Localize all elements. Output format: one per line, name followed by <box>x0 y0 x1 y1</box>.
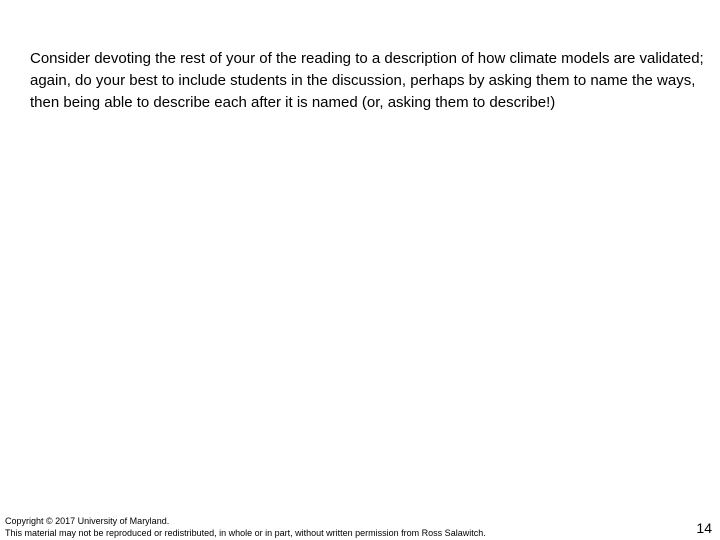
page-number: 14 <box>696 520 712 536</box>
slide-body-text: Consider devoting the rest of your of the reading to a description of how climate models are validated; again, do your best to include students in the discussion, perhaps by asking them to name the ways, then being able to describe each after it is named (or, asking them to describe!) <box>30 50 704 111</box>
permission-notice: This material may not be reproduced or redistributed, in whole or in part, without written permission from Ross Salawitch. <box>5 528 486 538</box>
copyright-line: Copyright © 2017 University of Maryland. <box>5 516 170 526</box>
slide-footer <box>5 515 645 539</box>
